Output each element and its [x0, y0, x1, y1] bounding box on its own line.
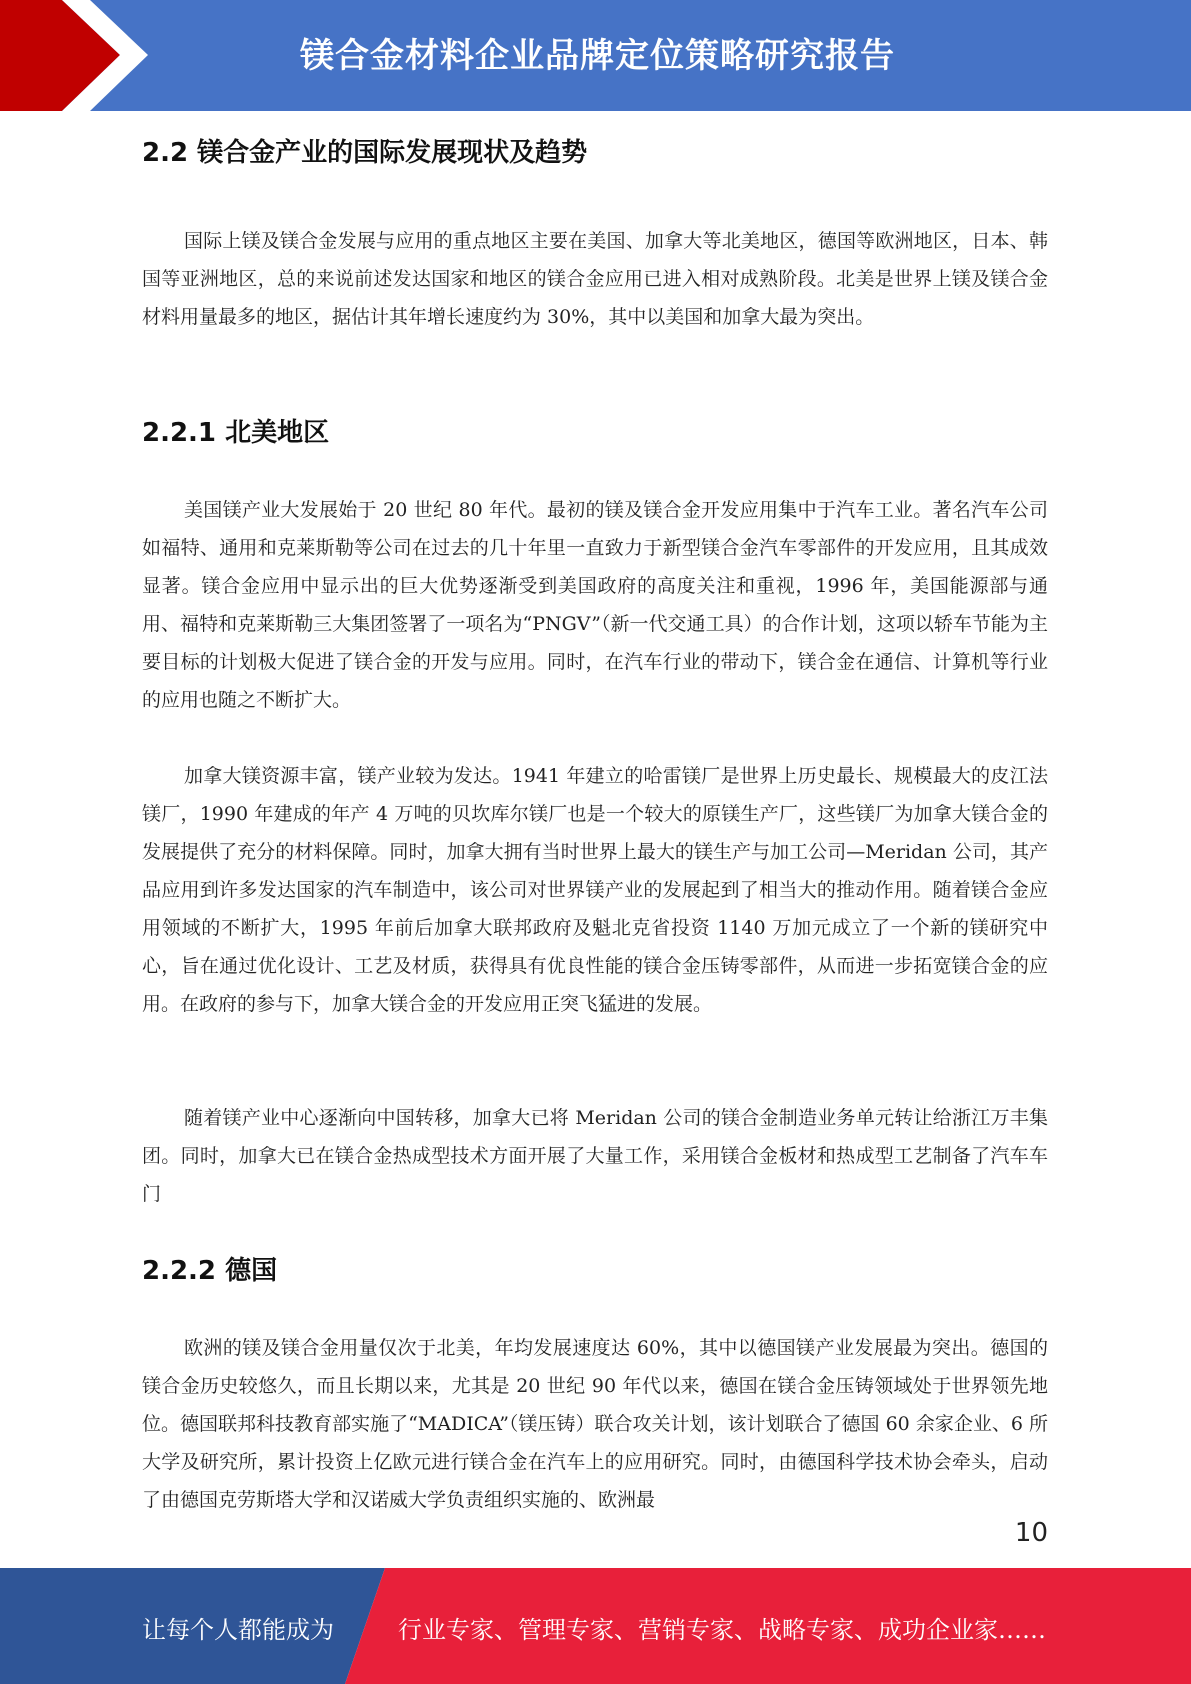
page-header [0, 0, 1191, 111]
paragraph-2-2-1: 国际上镁及镁合金发展与应用的重点地区主要在美国、加拿大等北美地区，德国等欧洲地区，日本、韩国等亚洲地区，总的来说前述发达国家和地区的镁合金应用已进入相对成熟阶段。北美是世界上镁及镁合金材料用量最多的地区，据估计其年增长速度约为 30%，其中以美国和加拿大最为突出。 [142, 230, 1048, 328]
paragraph-2-2-2-1: 欧洲的镁及镁合金用量仅次于北美，年均发展速度达 60%，其中以德国镁产业发展最为突出。德国的镁合金历史较悠久，而且长期以来，尤其是 20 世纪 90 年代以来，德国在镁合金压铸领域处于世界领先地位。德国联邦科技教育部实施了“MADICA”（镁压铸）联合攻关计划，该计划联合了德国 60 余家企业、6 所大学及研究所，累计投资上亿欧元进行镁合金在汽车上的应用研究。同时，由德国科学技术协会牵头，启动了由德国克劳斯塔大学和汉诺威大学负责组织实施的、欧洲最 [142, 1337, 1048, 1511]
section-heading-2-2-1: 2.2.1 北美地区 [142, 418, 330, 448]
report-title: 镁合金材料企业品牌定位策略研究报告 [300, 36, 895, 76]
section-heading-2-2-2: 2.2.2 德国 [142, 1256, 278, 1286]
page-number: 10 [1014, 1518, 1048, 1548]
footer-slogan-left: 让每个人都能成为 [142, 1616, 334, 1644]
header-chevron-decoration [0, 0, 160, 111]
section-heading-2-2: 2.2 镁合金产业的国际发展现状及趋势 [142, 138, 588, 168]
page-footer [0, 1568, 1191, 1684]
paragraph-2-2-1-2: 加拿大镁资源丰富，镁产业较为发达。1941 年建立的哈雷镁厂是世界上历史最长、规模最大的皮江法镁厂，1990 年建成的年产 4 万吨的贝坎库尔镁厂也是一个较大的原镁生产厂，这些镁厂为加拿大镁合金的发展提供了充分的材料保障。同时，加拿大拥有当时世界上最大的镁生产与加工公司—Meridan 公司，其产品应用到许多发达国家的汽车制造中，该公司对世界镁产业的发展起到了相当大的推动作用。随着镁合金应用领域的不断扩大，1995 年前后加拿大联邦政府及魁北克省投资 1140 万加元成立了一个新的镁研究中心，旨在通过优化设计、工艺及材质，获得具有优良性能的镁合金压铸零部件，从而进一步拓宽镁合金的应用。在政府的参与下，加拿大镁合金的开发应用正突飞猛进的发展。 [142, 765, 1048, 1015]
paragraph-2-2-1-3: 随着镁产业中心逐渐向中国转移，加拿大已将 Meridan 公司的镁合金制造业务单元转让给浙江万丰集团。同时，加拿大已在镁合金热成型技术方面开展了大量工作，采用镁合金板材和热成型工艺制备了汽车车门 [142, 1107, 1048, 1205]
footer-slogan-right: 行业专家、管理专家、营销专家、战略专家、成功企业家…… [398, 1616, 1046, 1644]
paragraph-2-2-1-1: 美国镁产业大发展始于 20 世纪 80 年代。最初的镁及镁合金开发应用集中于汽车工业。著名汽车公司如福特、通用和克莱斯勒等公司在过去的几十年里一直致力于新型镁合金汽车零部件的开发应用，且其成效显著。镁合金应用中显示出的巨大优势逐渐受到美国政府的高度关注和重视，1996 年，美国能源部与通用、福特和克莱斯勒三大集团签署了一项名为“PNGV”（新一代交通工具）的合作计划，这项以轿车节能为主要目标的计划极大促进了镁合金的开发与应用。同时，在汽车行业的带动下，镁合金在通信、计算机等行业的应用也随之不断扩大。 [142, 499, 1048, 711]
